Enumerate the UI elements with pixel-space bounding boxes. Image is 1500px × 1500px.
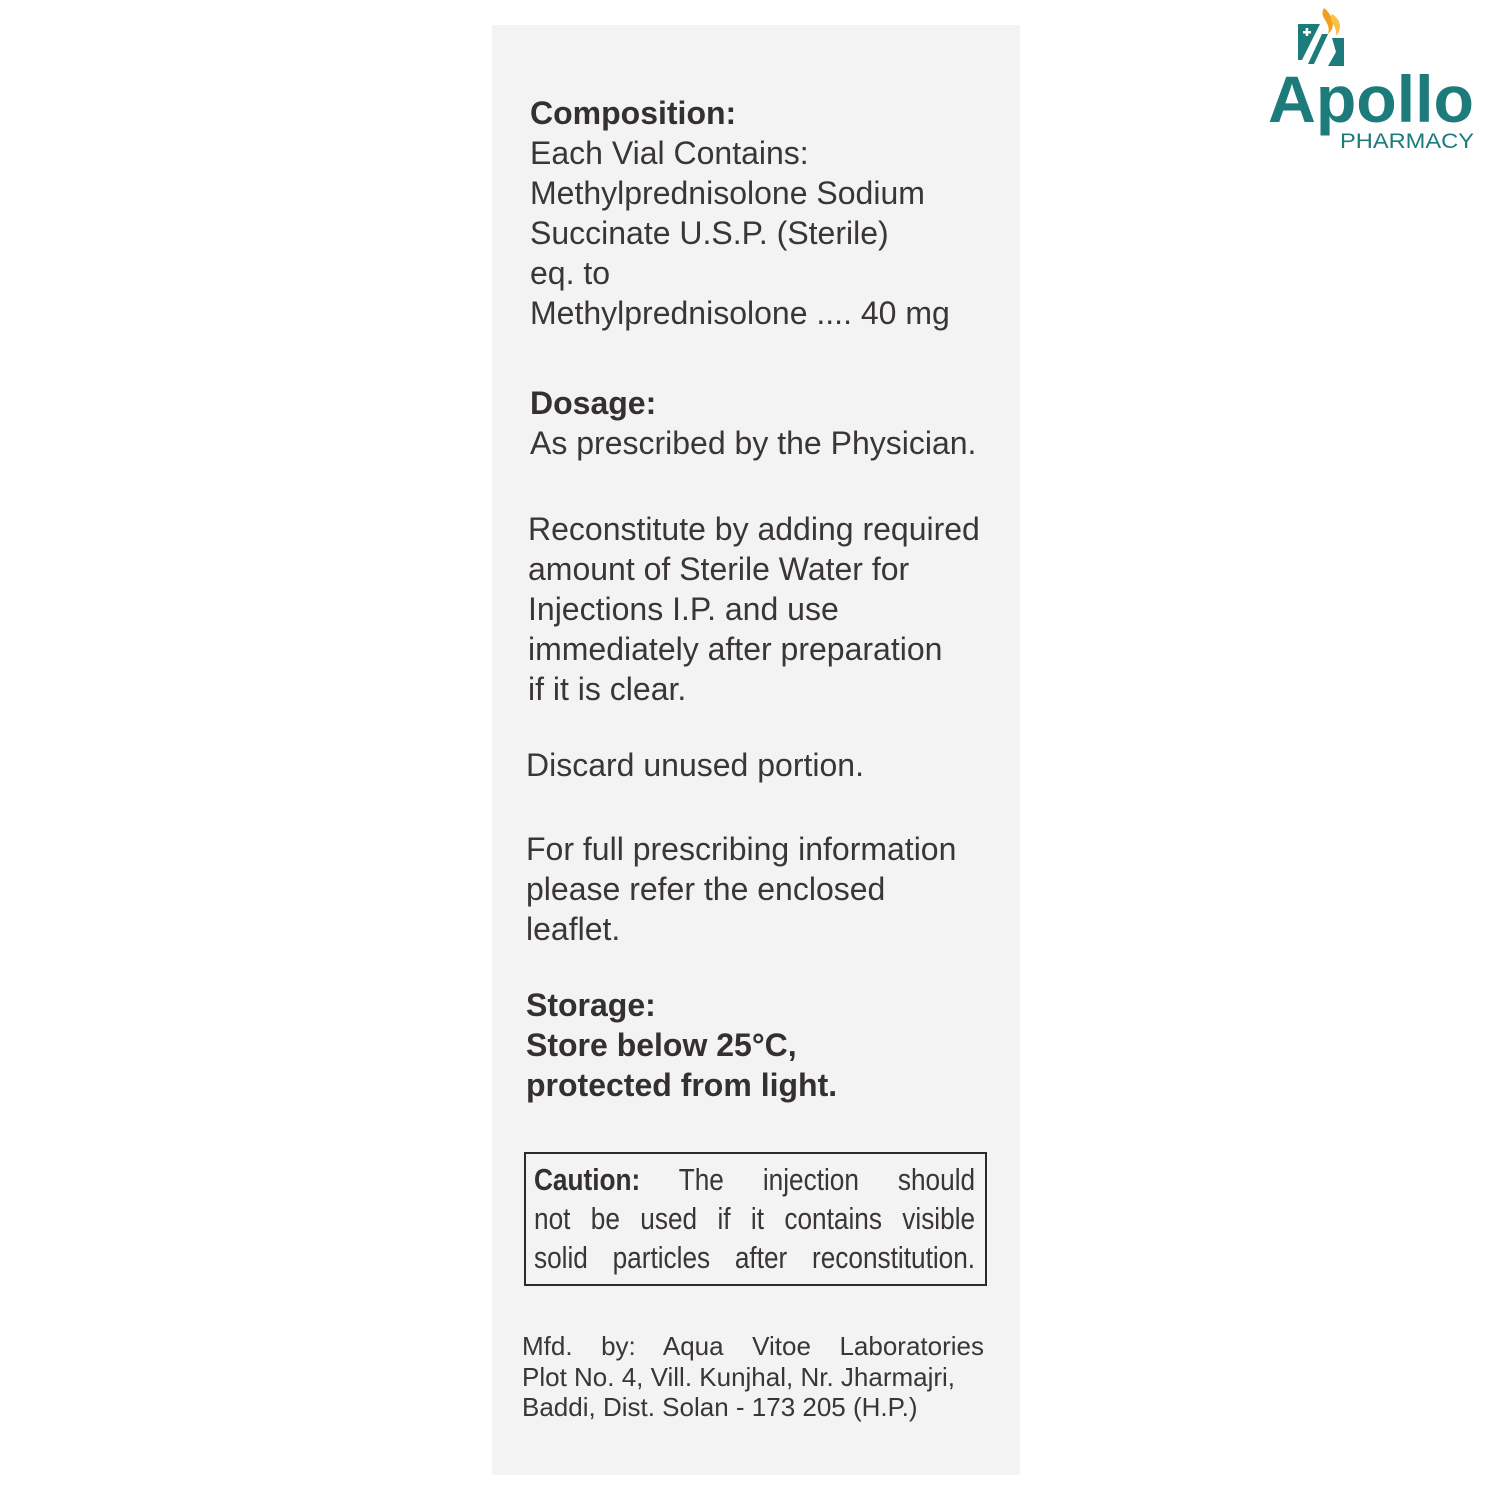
composition-line: eq. to	[530, 255, 611, 291]
logo-sub-text: PHARMACY	[1340, 130, 1474, 153]
apollo-pharmacy-logo	[1262, 0, 1492, 160]
discard-note	[526, 745, 864, 785]
reconstitute-line: Reconstitute by adding required	[528, 511, 980, 547]
composition-line: Methylprednisolone .... 40 mg	[530, 295, 950, 331]
caution-line: not be used if it contains visible	[534, 1201, 976, 1236]
dosage-heading: Dosage:	[530, 385, 657, 421]
manufacturer-line: Mfd. by: Aqua Vitoe Laboratories	[522, 1331, 984, 1361]
reconstitute-line: amount of Sterile Water for	[528, 551, 910, 587]
leaflet-line: leaflet.	[526, 911, 621, 947]
caution-text: The injection should	[678, 1162, 976, 1197]
composition-line: Methylprednisolone Sodium	[530, 175, 925, 211]
leaflet-note	[526, 829, 956, 949]
storage-section	[526, 985, 837, 1105]
manufacturer-line: Plot No. 4, Vill. Kunjhal, Nr. Jharmajri,	[522, 1361, 956, 1392]
leaflet-line: please refer the enclosed	[526, 871, 886, 907]
composition-line: Each Vial Contains:	[530, 135, 809, 171]
reconstitute-line: immediately after preparation	[528, 631, 943, 667]
caution-line	[534, 1160, 975, 1199]
discard-text: Discard unused portion.	[526, 747, 864, 783]
logo-brand-text: Apollo	[1268, 62, 1474, 136]
caution-line: solid particles after reconstitution.	[534, 1240, 976, 1275]
reconstitute-line: if it is clear.	[528, 671, 687, 707]
dosage-text: As prescribed by the Physician.	[530, 425, 977, 461]
dosage-section	[530, 383, 976, 463]
manufacturer-line: Baddi, Dist. Solan - 173 205 (H.P.)	[522, 1392, 918, 1422]
storage-line: Store below 25°C,	[526, 1027, 797, 1063]
manufacturer-info	[522, 1331, 984, 1423]
composition-line: Succinate U.S.P. (Sterile)	[530, 215, 889, 251]
reconstitute-line: Injections I.P. and use	[528, 591, 839, 627]
composition-heading: Composition:	[530, 95, 737, 131]
storage-line: protected from light.	[526, 1067, 838, 1103]
logo-icon	[1262, 0, 1492, 160]
storage-heading: Storage:	[526, 987, 656, 1023]
leaflet-line: For full prescribing information	[526, 831, 957, 867]
caution-box	[524, 1152, 987, 1286]
composition-section	[530, 93, 950, 333]
reconstitution-instructions	[528, 509, 980, 709]
caution-label: Caution:	[534, 1162, 641, 1197]
